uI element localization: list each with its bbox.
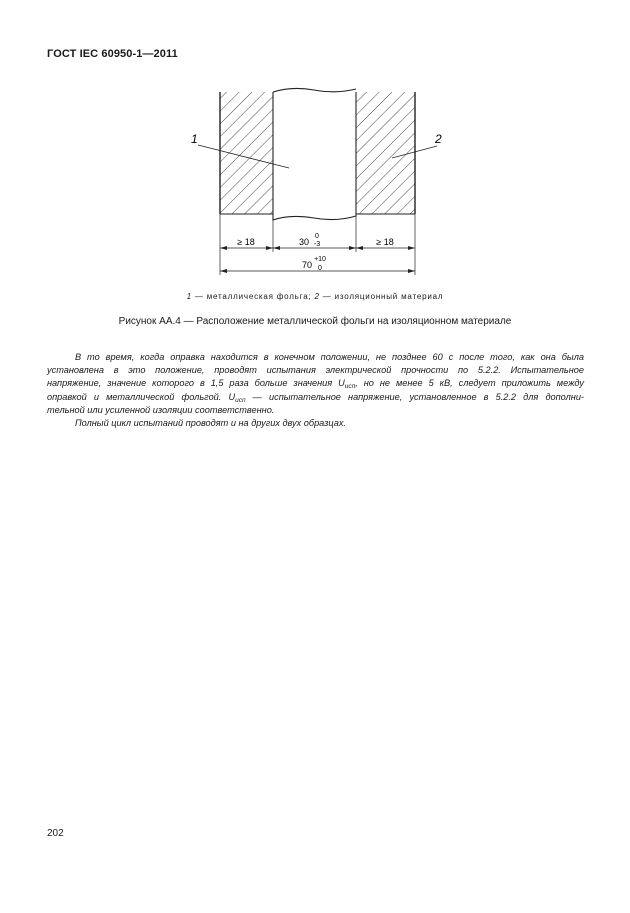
legend-item1-text: — металлическая фольга; xyxy=(191,292,315,301)
paragraph-1-line-2: установлена в это положение, проводят испытания электрической прочности по 5.2.2. Испытательное xyxy=(47,365,584,376)
figure-caption: Рисунок АА.4 — Расположение металлической фольги на изоляционном материале xyxy=(118,316,512,327)
paragraph-2: Полный цикл испытаний проводят и на других двух образцах. xyxy=(75,418,346,429)
callout-label-2: 2 xyxy=(435,132,442,146)
legend-item2-text: — изоляционный материал xyxy=(319,292,444,301)
dim-center-upper-tolerance: 0 xyxy=(315,233,319,240)
legend-item1-number: 1 xyxy=(186,292,192,301)
dim-right-label: ≥ 18 xyxy=(376,237,394,247)
paragraph-1-line-5: тельной или усиленной изоляции соответственно. xyxy=(47,404,275,415)
dim-total-base: 70 xyxy=(301,260,312,270)
document-header: ГОСТ IEC 60950-1—2011 xyxy=(47,48,178,60)
body-text xyxy=(47,351,584,430)
dim-total-upper-tolerance: +10 xyxy=(314,256,326,263)
figure-diagram xyxy=(0,0,630,300)
dim-center-lower-tolerance: -3 xyxy=(313,241,321,248)
legend-item2-number: 2 xyxy=(314,292,320,301)
paragraph-1-line-3: напряжение, значение которого в 1,5 раза больше значения $U_{исп}$, но не менее 5 кВ, следует приложить между xyxy=(47,378,584,391)
paragraph-1-line-4: оправкой и металлической фольгой. $U_{исп}$ — испытательное напряжение, установленное в 5.2.2 для дополни- xyxy=(47,391,584,404)
callout-label-1: 1 xyxy=(191,132,198,146)
dim-center-base: 30 xyxy=(298,237,309,247)
dim-total-lower-tolerance: 0 xyxy=(318,265,322,272)
right-insulation-block xyxy=(356,92,415,214)
metal-foil-strip xyxy=(273,88,356,220)
page-number: 202 xyxy=(47,828,64,839)
figure-legend xyxy=(0,292,630,301)
paragraph-1-line-1: В то время, когда оправка находится в конечном положении, не позднее 60 с после того, как она была xyxy=(75,352,584,362)
left-insulation-block xyxy=(220,92,273,214)
dim-left-label: ≥ 18 xyxy=(237,237,255,247)
